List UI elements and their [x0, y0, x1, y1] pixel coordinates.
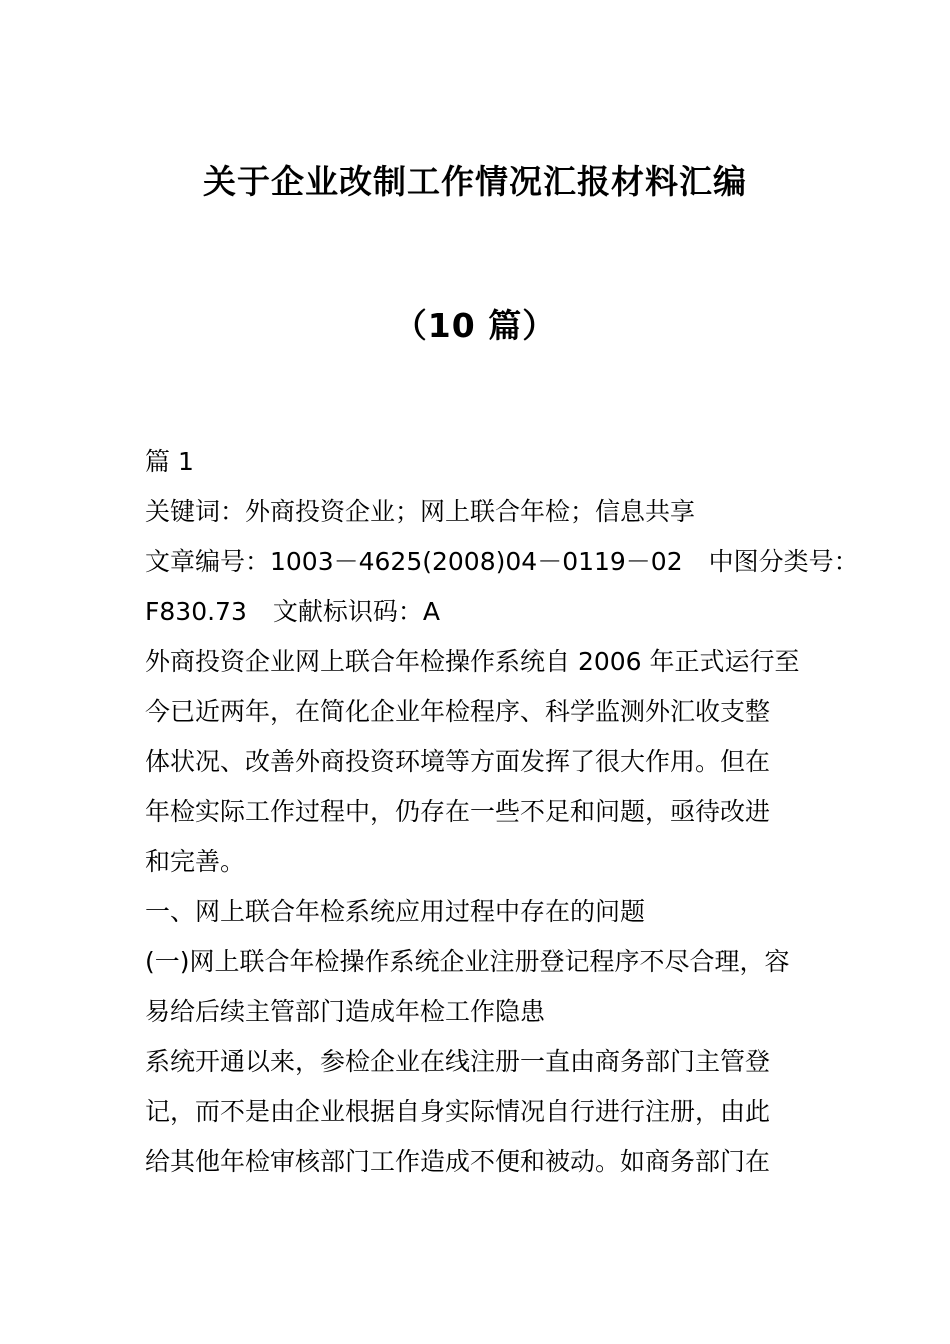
subsection-1-heading-line: 易给后续主管部门造成年检工作隐患	[145, 997, 546, 1026]
section-1-heading: 一、网上联合年检系统应用过程中存在的问题	[145, 897, 646, 926]
article-body	[145, 437, 859, 1187]
paragraph-2-line: 系统开通以来，参检企业在线注册一直由商务部门主管登	[145, 1047, 771, 1076]
document-title: 关于企业改制工作情况汇报材料汇编	[203, 162, 747, 201]
keywords-line: 关键词：外商投资企业；网上联合年检；信息共享	[145, 497, 696, 526]
clc-number-value: F830.73	[145, 597, 247, 626]
paragraph-2-line: 记，而不是由企业根据自身实际情况自行进行注册，由此	[145, 1097, 771, 1126]
doc-code: 文献标识码：A	[272, 597, 440, 626]
clc-doc-code-line	[145, 587, 810, 637]
subsection-1-heading-line: (一)网上联合年检操作系统企业注册登记程序不尽合理，容	[145, 947, 790, 976]
document-subtitle: （10 篇）	[393, 306, 557, 345]
clc-number-label: 中图分类号：	[708, 547, 859, 576]
article-heading: 篇 1	[145, 447, 194, 476]
paragraph-1-line: 今已近两年，在简化企业年检程序、科学监测外汇收支整	[145, 697, 771, 726]
paragraph-1-line: 年检实际工作过程中，仍存在一些不足和问题，亟待改进	[145, 797, 771, 826]
paragraph-2-line: 给其他年检审核部门工作造成不便和被动。如商务部门在	[145, 1147, 771, 1176]
article-number: 文章编号：1003－4625(2008)04－0119－02	[145, 547, 683, 576]
paragraph-1-line: 外商投资企业网上联合年检操作系统自 2006 年正式运行至	[145, 647, 800, 676]
paragraph-1-line: 和完善。	[145, 847, 246, 876]
paragraph-1-line: 体状况、改善外商投资环境等方面发挥了很大作用。但在	[145, 747, 771, 776]
article-number-line	[145, 537, 859, 587]
